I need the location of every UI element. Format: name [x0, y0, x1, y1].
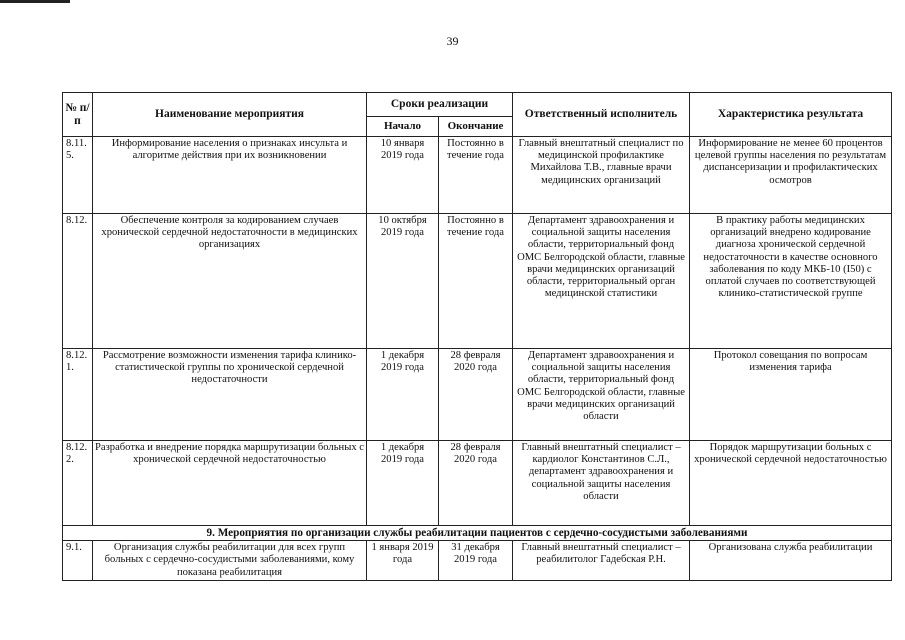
row-start: 10 января 2019 года [367, 137, 439, 214]
table-row [63, 137, 892, 214]
row-name: Разработка и внедрение порядка маршрутизации больных с хронической сердечной недостаточностью [93, 441, 367, 526]
row-start: 10 октября 2019 года [367, 214, 439, 349]
header-start: Начало [367, 117, 439, 137]
row-num: 8.12. 2. [63, 441, 93, 526]
row-num: 8.12. 1. [63, 349, 93, 441]
section-title: 9. Мероприятия по организации службы реабилитации пациентов с сердечно-сосудистыми заболеваниями [63, 526, 892, 541]
row-result: Организована служба реабилитации [690, 541, 892, 581]
events-table [62, 92, 892, 581]
row-start: 1 декабря 2019 года [367, 441, 439, 526]
row-end: 28 февраля 2020 года [439, 349, 513, 441]
row-name: Информирование населения о признаках инсульта и алгоритме действия при их возникновении [93, 137, 367, 214]
table-header-row [63, 93, 892, 117]
row-num: 9.1. [63, 541, 93, 581]
row-name: Обеспечение контроля за кодированием случаев хронической сердечной недостаточности в медицинских организациях [93, 214, 367, 349]
row-num: 8.11. 5. [63, 137, 93, 214]
scan-edge-mark [0, 0, 70, 3]
page-number: 39 [446, 34, 459, 48]
row-result: В практику работы медицинских организаций внедрено кодирование диагноза хронической сердечной недостаточности в качестве основного заболевания по коду МКБ-10 (I50) с оплатой случаев по соответствующей клинико-статистической группе [690, 214, 892, 349]
row-result: Протокол совещания по вопросам изменения тарифа [690, 349, 892, 441]
row-executor: Главный внештатный специалист по медицинской профилактике Михайлова Т.В., главные врачи медицинских организаций [513, 137, 690, 214]
row-start: 1 декабря 2019 года [367, 349, 439, 441]
table-row [63, 541, 892, 581]
row-executor: Департамент здравоохранения и социальной защиты населения области, территориальный фонд ОМС Белгородской области, главные врачи медицинских организаций области [513, 349, 690, 441]
row-end: Постоянно в течение года [439, 214, 513, 349]
row-end: 31 декабря 2019 года [439, 541, 513, 581]
row-name: Организация службы реабилитации для всех групп больных с сердечно-сосудистыми заболеваниями, кому показана реабилитация [93, 541, 367, 581]
row-end: 28 февраля 2020 года [439, 441, 513, 526]
table-row [63, 441, 892, 526]
header-executor: Ответственный исполнитель [513, 93, 690, 137]
row-executor: Департамент здравоохранения и социальной защиты населения области, территориальный фонд ОМС Белгородской области, главные врачи медицинских организаций области, территориальный орган медицинской статистики [513, 214, 690, 349]
section-row [63, 526, 892, 541]
row-num: 8.12. [63, 214, 93, 349]
row-name: Рассмотрение возможности изменения тарифа клинико-статистической группы по хронической сердечной недостаточности [93, 349, 367, 441]
header-result: Характеристика результата [690, 93, 892, 137]
header-period: Сроки реализации [367, 93, 513, 117]
row-executor: Главный внештатный специалист – кардиолог Константинов С.Л., департамент здравоохранения и социальной защиты населения области [513, 441, 690, 526]
header-end: Окончание [439, 117, 513, 137]
row-executor: Главный внештатный специалист – реабилитолог Гадебская Р.Н. [513, 541, 690, 581]
header-num: № п/п [63, 93, 93, 137]
row-result: Информирование не менее 60 процентов целевой группы населения по результатам диспансеризации и профилактических осмотров [690, 137, 892, 214]
table-row [63, 349, 892, 441]
row-result: Порядок маршрутизации больных с хронической сердечной недостаточностью [690, 441, 892, 526]
row-end: Постоянно в течение года [439, 137, 513, 214]
row-start: 1 января 2019 года [367, 541, 439, 581]
table-row [63, 214, 892, 349]
header-name: Наименование мероприятия [93, 93, 367, 137]
